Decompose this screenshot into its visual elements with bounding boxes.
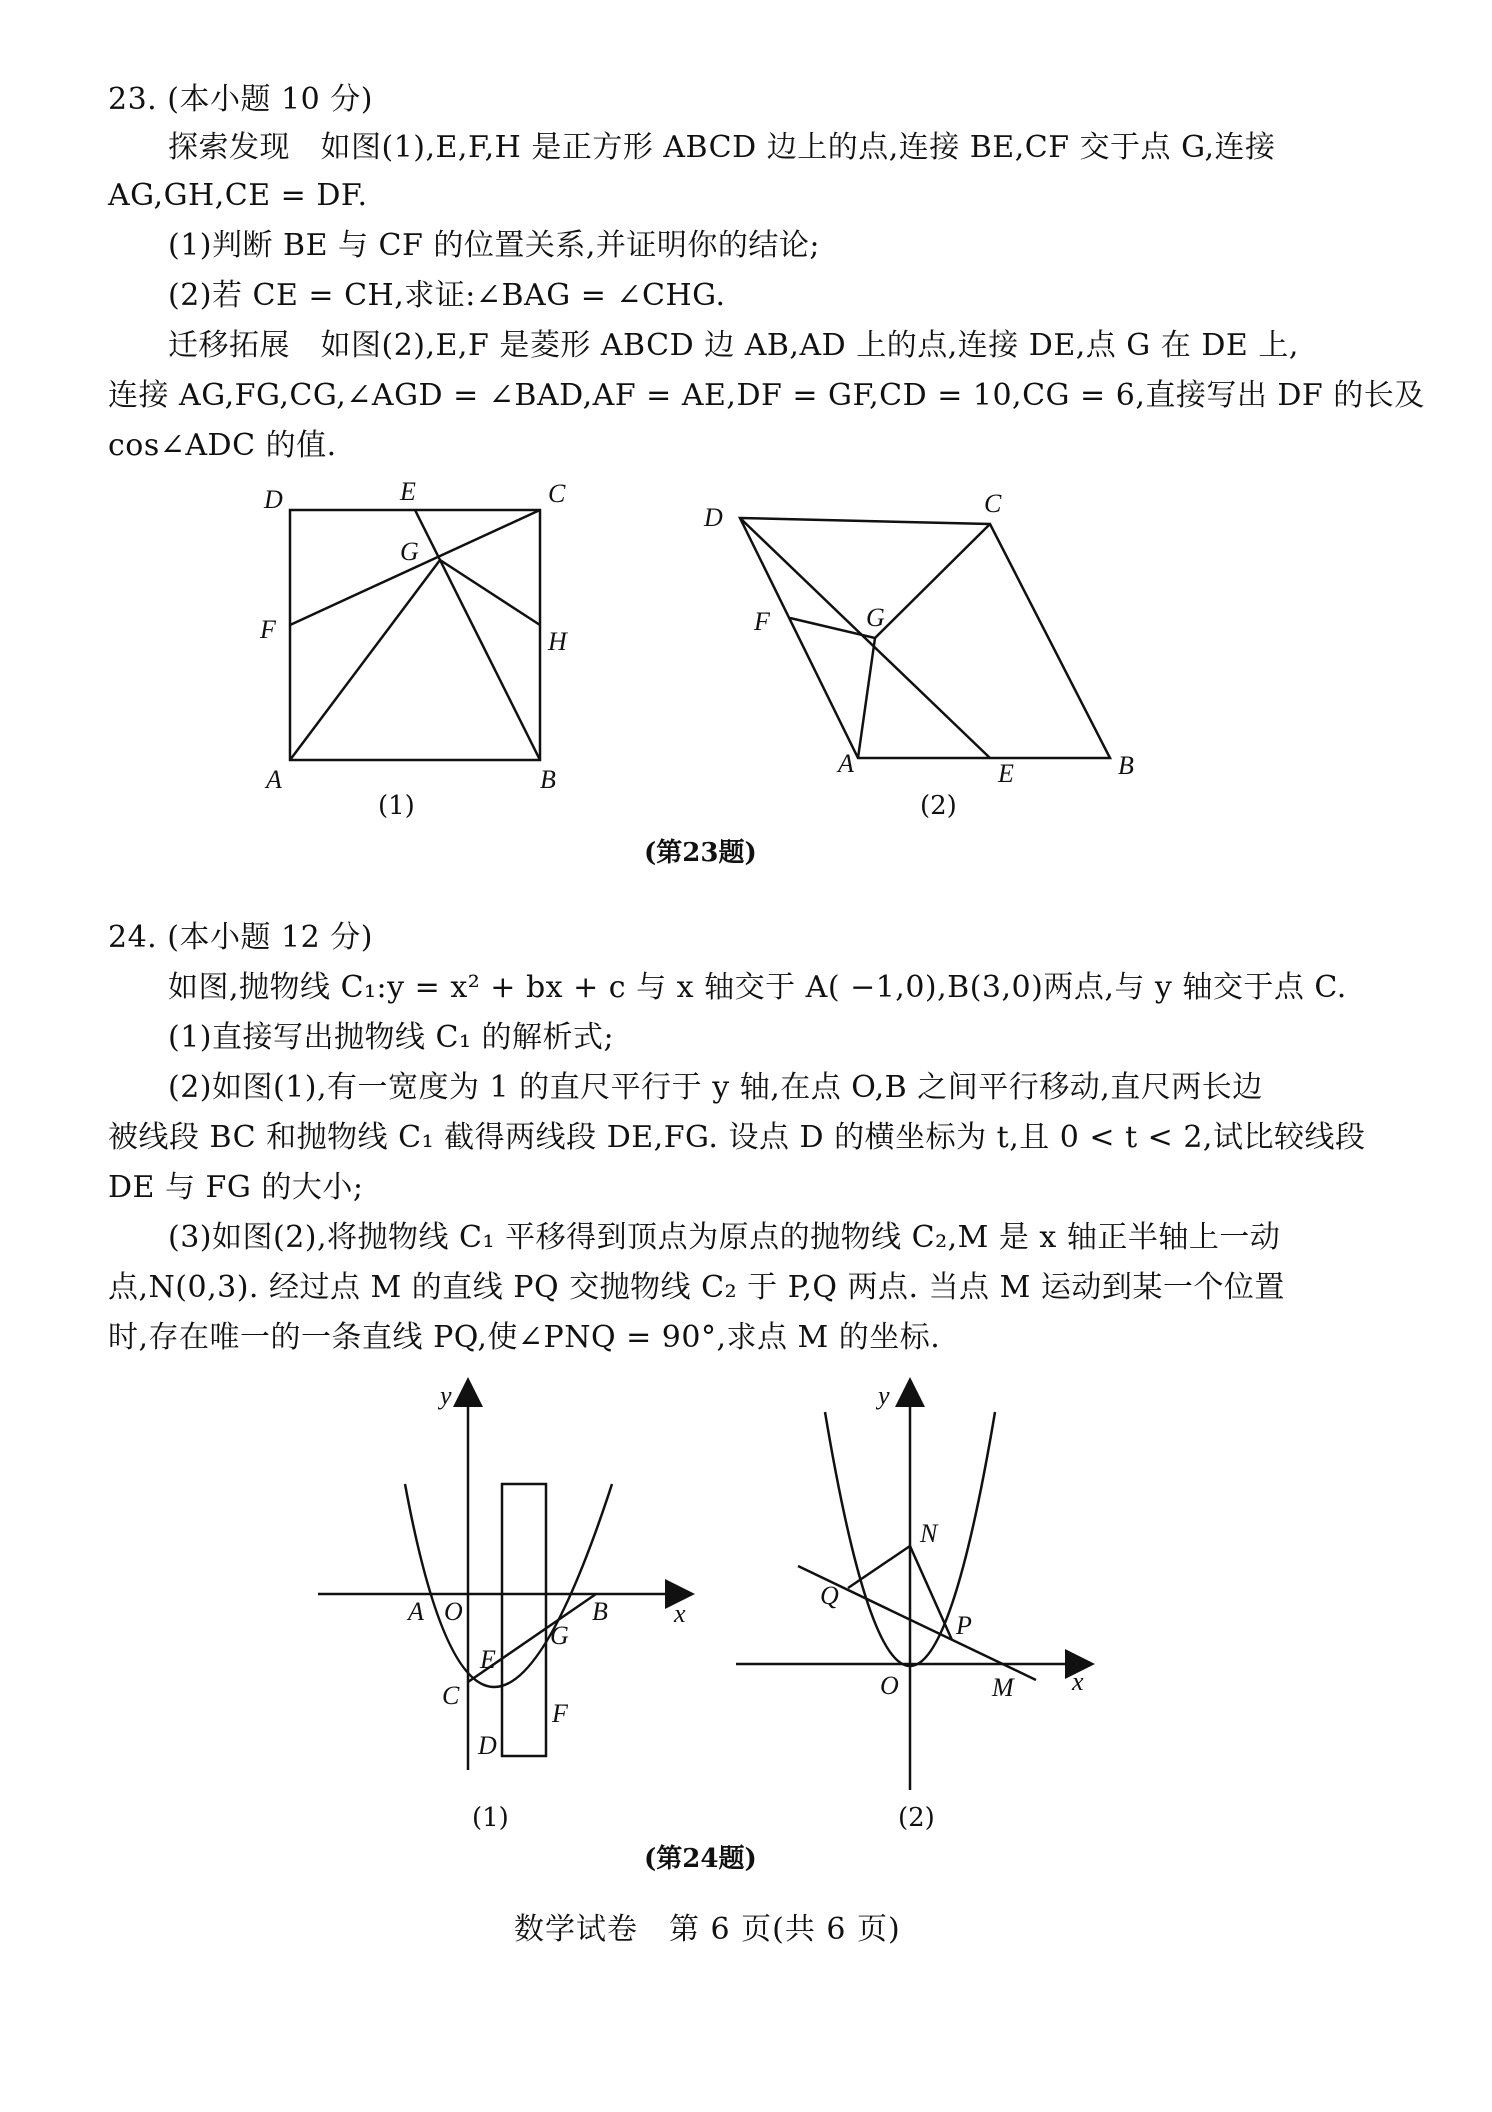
label-x: x — [1072, 1667, 1084, 1696]
label-C: C — [442, 1681, 460, 1710]
label-E: E — [480, 1645, 496, 1674]
q24-line6: (3)如图(2),将抛物线 C₁ 平移得到顶点为原点的抛物线 C₂,M 是 x 轴正半轴上一动 — [168, 1220, 1281, 1255]
q24-line8: 时,存在唯一的一条直线 PQ,使∠PNQ = 90°,求点 M 的坐标. — [108, 1320, 941, 1355]
label-y: y — [440, 1381, 452, 1410]
label-x: x — [674, 1599, 686, 1628]
q23-line4: (2)若 CE = CH,求证:∠BAG = ∠CHG. — [168, 278, 726, 313]
q23-figure-1 — [250, 480, 590, 810]
label-O: O — [444, 1597, 463, 1626]
q24-line2: (1)直接写出抛物线 C₁ 的解析式; — [168, 1020, 615, 1055]
label-G: G — [400, 537, 419, 566]
label-F: F — [552, 1699, 568, 1728]
q24-line4: 被线段 BC 和抛物线 C₁ 截得两线段 DE,FG. 设点 D 的横坐标为 t,且 0 < t < 2,试比较线段 — [108, 1120, 1366, 1155]
q23-figure-2 — [690, 490, 1160, 800]
label-D: D — [264, 485, 283, 514]
label-F: F — [754, 607, 770, 636]
q24-line3: (2)如图(1),有一宽度为 1 的直尺平行于 y 轴,在点 O,B 之间平行移动,直尺两长边 — [168, 1070, 1263, 1105]
q24-heading: 24. (本小题 12 分) — [108, 920, 373, 955]
label-B: B — [592, 1597, 608, 1626]
q24-line7: 点,N(0,3). 经过点 M 的直线 PQ 交抛物线 C₂ 于 P,Q 两点. 当点 M 运动到某一个位置 — [108, 1270, 1285, 1305]
q24-figure-title: (第24题) — [644, 1844, 757, 1874]
label-B: B — [540, 765, 556, 794]
q24-figure-1 — [300, 1370, 700, 1790]
q23-line6: 连接 AG,FG,CG,∠AGD = ∠BAD,AF = AE,DF = GF,CD = 10,CG = 6,直接写出 DF 的长及 — [108, 378, 1425, 413]
q24-fig1-caption: (1) — [472, 1803, 509, 1833]
label-F: F — [260, 615, 276, 644]
label-A: A — [266, 765, 282, 794]
q24-fig2-caption: (2) — [898, 1803, 935, 1833]
q23-fig2-caption: (2) — [920, 791, 957, 821]
q23-fig1-caption: (1) — [378, 791, 415, 821]
segment-DE — [740, 518, 990, 758]
q23-line3: (1)判断 BE 与 CF 的位置关系,并证明你的结论; — [168, 228, 820, 263]
label-A: A — [408, 1597, 424, 1626]
label-M: M — [992, 1673, 1014, 1702]
label-B: B — [1118, 751, 1134, 780]
q23-heading: 23. (本小题 10 分) — [108, 82, 373, 117]
q24-line5: DE 与 FG 的大小; — [108, 1170, 364, 1205]
segment-CF — [290, 510, 540, 625]
ruler — [502, 1484, 546, 1756]
label-C: C — [548, 480, 566, 508]
q24-line1: 如图,抛物线 C₁:y = x² + bx + c 与 x 轴交于 A( −1,0),B(3,0)两点,与 y 轴交于点 C. — [168, 970, 1347, 1005]
label-D: D — [478, 1731, 497, 1760]
q24-figure-2 — [730, 1370, 1120, 1790]
page-footer: 数学试卷 第 6 页(共 6 页) — [514, 1912, 901, 1947]
q23-line5: 迁移拓展 如图(2),E,F 是菱形 ABCD 边 AB,AD 上的点,连接 DE,点 G 在 DE 上, — [168, 328, 1299, 363]
rhombus-ABCD — [740, 518, 1110, 758]
label-y: y — [878, 1381, 890, 1410]
segment-NP — [910, 1546, 952, 1640]
label-E: E — [400, 480, 416, 506]
q23-line2: AG,GH,CE = DF. — [108, 178, 368, 213]
label-N: N — [920, 1519, 938, 1548]
label-G: G — [866, 603, 885, 632]
label-P: P — [956, 1611, 972, 1640]
q23-line7: cos∠ADC 的值. — [108, 428, 337, 463]
parabola-C1 — [405, 1484, 612, 1687]
label-D: D — [704, 503, 723, 532]
label-C: C — [984, 490, 1002, 518]
label-G: G — [550, 1621, 569, 1650]
label-Q: Q — [820, 1581, 839, 1610]
segment-BE — [415, 510, 540, 760]
segment-FG — [790, 618, 875, 638]
q23-line1: 探索发现 如图(1),E,F,H 是正方形 ABCD 边上的点,连接 BE,CF 交于点 G,连接 — [168, 130, 1276, 165]
segment-AG — [858, 638, 875, 758]
label-A: A — [838, 749, 854, 778]
label-O: O — [880, 1671, 899, 1700]
segment-CG — [875, 524, 990, 638]
q23-figure-title: (第23题) — [644, 838, 757, 868]
label-E: E — [998, 759, 1014, 788]
label-H: H — [548, 627, 567, 656]
